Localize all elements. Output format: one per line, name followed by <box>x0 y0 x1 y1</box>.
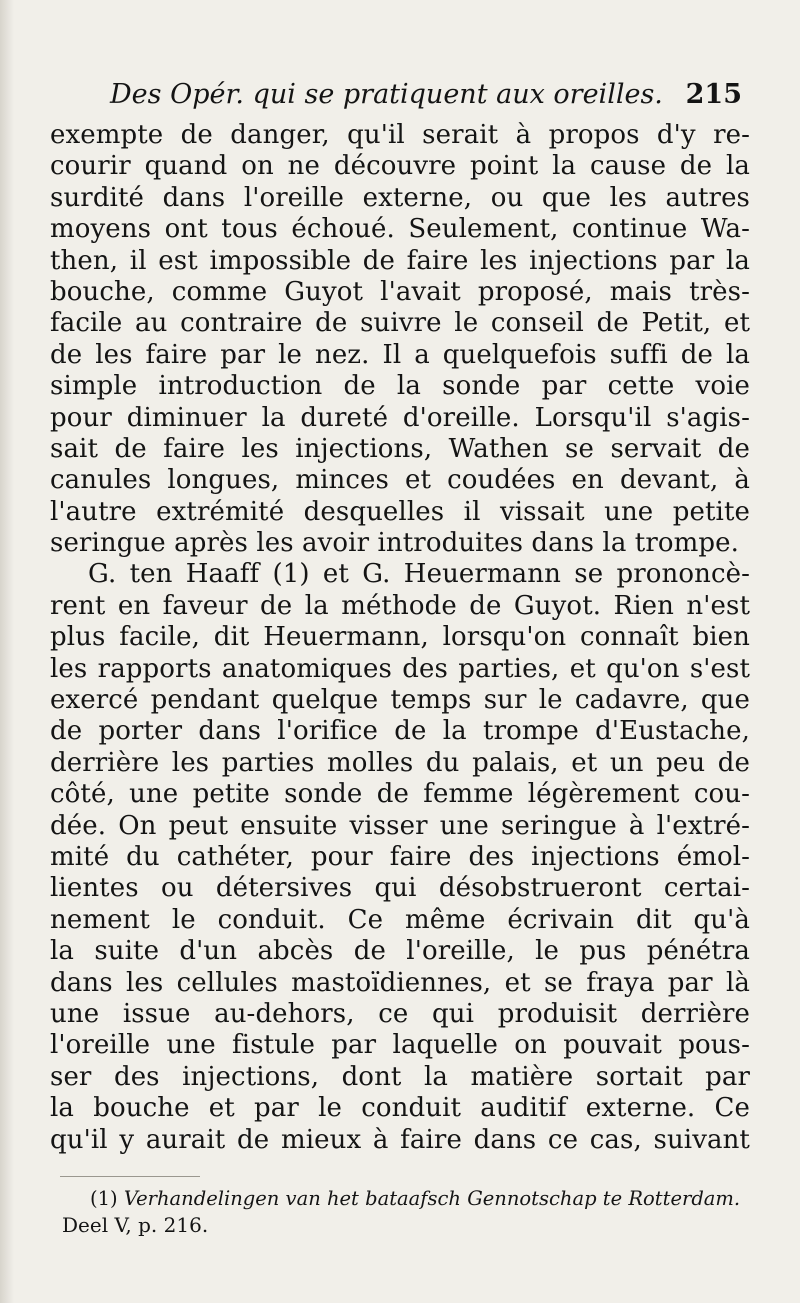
text-line: de porter dans l'orifice de la trompe d'Eustache, <box>50 716 750 747</box>
text-line: dans les cellules mastoïdiennes, et se fraya par là <box>50 967 750 998</box>
text-line: bouche, comme Guyot l'avait proposé, mais très- <box>50 276 750 307</box>
text-line: l'autre extrémité desquelles il vissait une petite <box>50 496 750 527</box>
body-text <box>50 120 750 1156</box>
text-line: les rapports anatomiques des parties, et qu'on s'est <box>50 653 750 684</box>
text-line: facile au contraire de suivre le conseil de Petit, et <box>50 308 750 339</box>
page-edge-shadow <box>0 0 14 1303</box>
text-line: surdité dans l'oreille externe, ou que les autres <box>50 182 750 213</box>
text-line: derrière les parties molles du palais, et un peu de <box>50 747 750 778</box>
running-header <box>110 76 742 114</box>
text-line: courir quand on ne découvre point la cause de la <box>50 151 750 182</box>
text-line: qu'il y aurait de mieux à faire dans ce cas, suivant <box>50 1124 750 1155</box>
text-line: de les faire par le nez. Il a quelquefois suffi de la <box>50 339 750 370</box>
footnote-journal: Verhandelingen van het bataafsch Gennotschap te Rotterdam. <box>123 1187 741 1210</box>
text-line: simple introduction de la sonde par cette voie <box>50 371 750 402</box>
text-line: moyens ont tous échoué. Seulement, continue Wa- <box>50 214 750 245</box>
text-line: une issue au-dehors, ce qui produisit derrière <box>50 998 750 1029</box>
text-line: G. ten Haaff (1) et G. Heuermann se prononcè- <box>88 559 750 590</box>
text-line: then, il est impossible de faire les injections par la <box>50 245 750 276</box>
text-line: exempte de danger, qu'il serait à propos d'y re- <box>50 120 750 150</box>
text-line: lientes ou détersives qui désobstrueront certai- <box>50 873 750 904</box>
text-line: mité du cathéter, pour faire des injections émol- <box>50 841 750 872</box>
text-line: dée. On peut ensuite visser une seringue à l'extré- <box>50 810 750 841</box>
text-line: exercé pendant quelque temps sur le cadavre, que <box>50 685 750 716</box>
running-title: Des Opér. qui se pratiquent aux oreilles. <box>110 79 663 110</box>
page-number: 215 <box>685 79 742 110</box>
footnote-line <box>62 1186 752 1212</box>
text-line: seringue après les avoir introduites dans la trompe. <box>50 528 739 559</box>
text-line: la suite d'un abcès de l'oreille, le pus pénétra <box>50 936 750 967</box>
text-line: canules longues, minces et coudées en devant, à <box>50 465 750 496</box>
footnote-rule <box>60 1176 200 1177</box>
text-line: côté, une petite sonde de femme légèrement cou- <box>50 779 750 810</box>
text-line: nement le conduit. Ce même écrivain dit qu'à <box>50 904 750 935</box>
footnote-marker: (1) <box>90 1187 118 1210</box>
text-line: plus facile, dit Heuermann, lorsqu'on connaît bien <box>50 622 750 653</box>
footnote <box>62 1186 752 1238</box>
footnote-volume: Deel V, p. 216. <box>62 1213 209 1237</box>
text-line: rent en faveur de la méthode de Guyot. Rien n'est <box>50 590 750 621</box>
text-line: pour diminuer la dureté d'oreille. Lorsqu'il s'agis- <box>50 402 750 433</box>
text-line: sait de faire les injections, Wathen se servait de <box>50 433 750 464</box>
text-line: la bouche et par le conduit auditif externe. Ce <box>50 1093 750 1124</box>
text-line: ser des injections, dont la matière sortait par <box>50 1061 750 1092</box>
text-line: l'oreille une fistule par laquelle on pouvait pous- <box>50 1030 750 1061</box>
